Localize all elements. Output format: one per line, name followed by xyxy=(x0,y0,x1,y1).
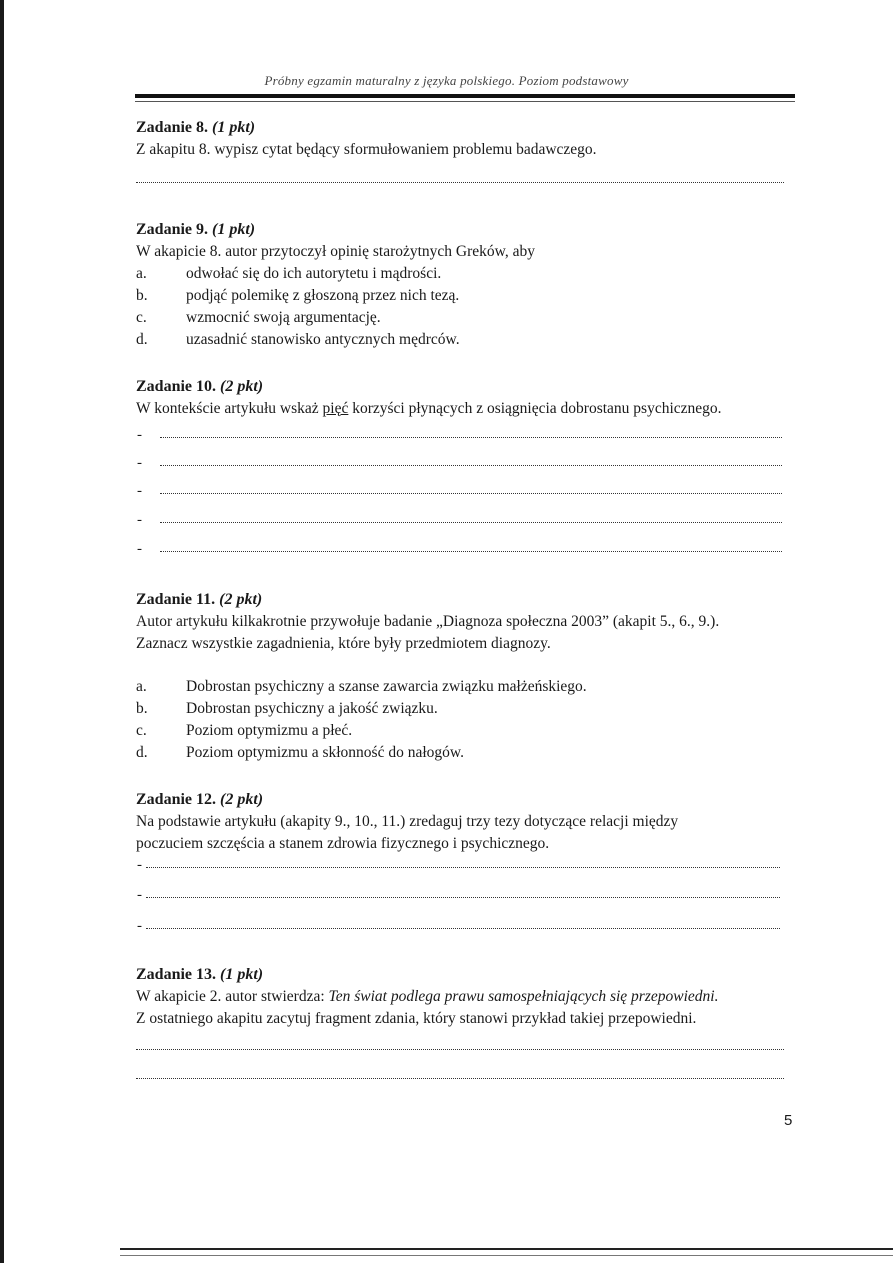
task-10-dash-2: - xyxy=(137,455,142,471)
task-12-question-line-2: poczuciem szczęścia a stanem zdrowia fizycznego i psychicznego. xyxy=(136,835,550,852)
task-12-answer-line-3[interactable] xyxy=(146,928,780,929)
task-13 xyxy=(136,964,796,1030)
task-8 xyxy=(136,117,796,161)
task-10-answer-line-5[interactable] xyxy=(160,551,782,552)
task-10-dash-5: - xyxy=(137,541,142,557)
task-12-title xyxy=(136,789,796,811)
task-9-number: Zadanie 9. xyxy=(136,221,209,238)
task-10 xyxy=(136,376,796,420)
task-10-answer-line-2[interactable] xyxy=(160,465,782,466)
task-9-option-c[interactable]: c. wzmocnić swoją argumentację. xyxy=(136,309,381,326)
task-10-points: (2 pkt) xyxy=(220,378,264,395)
task-8-points: (1 pkt) xyxy=(212,119,256,136)
task-10-dash-1: - xyxy=(137,427,142,443)
task-11-title xyxy=(136,589,796,611)
task-13-points: (1 pkt) xyxy=(220,966,264,983)
task-9-option-d[interactable]: d. uzasadnić stanowisko antycznych mędrców. xyxy=(136,331,460,348)
task-9 xyxy=(136,219,796,351)
task-10-dash-4: - xyxy=(137,512,142,528)
task-13-answer-line-2[interactable] xyxy=(136,1078,784,1079)
footer-rule-thin xyxy=(120,1255,893,1256)
task-12-answer-line-1[interactable] xyxy=(146,867,780,868)
task-10-title xyxy=(136,376,796,398)
task-11-option-b[interactable]: b. Dobrostan psychiczny a jakość związku. xyxy=(136,700,438,717)
task-9-option-a[interactable]: a. odwołać się do ich autorytetu i mądrości. xyxy=(136,265,442,282)
task-12-dash-2: - xyxy=(137,887,142,903)
task-10-answer-line-1[interactable] xyxy=(160,437,782,438)
task-10-answer-line-3[interactable] xyxy=(160,493,782,494)
page-header: Próbny egzamin maturalny z języka polskiego. Poziom podstawowy xyxy=(264,73,629,88)
task-11-option-d[interactable]: d. Poziom optymizmu a skłonność do nałogów. xyxy=(136,744,464,761)
task-9-question: W akapicie 8. autor przytoczył opinię starożytnych Greków, aby xyxy=(136,243,535,260)
task-11-option-a[interactable]: a. Dobrostan psychiczny a szanse zawarcia związku małżeńskiego. xyxy=(136,678,587,695)
header-rule-thin xyxy=(135,101,795,102)
task-8-answer-line[interactable] xyxy=(136,182,784,183)
task-10-question: W kontekście artykułu wskaż pięć korzyści płynących z osiągnięcia dobrostanu psychicznego. xyxy=(136,400,722,417)
underlined-word: pięć xyxy=(322,400,349,417)
header-rule-thick xyxy=(135,94,795,98)
task-11-question-line-1: Autor artykułu kilkakrotnie przywołuje badanie „Diagnoza społeczna 2003” (akapit 5., 6., 9.). xyxy=(136,613,720,630)
task-10-dash-3: - xyxy=(137,483,142,499)
task-12-number: Zadanie 12. xyxy=(136,791,217,808)
task-13-title xyxy=(136,964,796,986)
task-11-number: Zadanie 11. xyxy=(136,591,216,608)
task-13-question-line-1: W akapicie 2. autor stwierdza: Ten świat podlega prawu samospełniających się przepowiedni. xyxy=(136,988,719,1005)
task-11-points: (2 pkt) xyxy=(219,591,263,608)
task-12-dash-3: - xyxy=(137,918,142,934)
footer-rule-thick xyxy=(120,1248,893,1250)
task-12 xyxy=(136,789,796,855)
task-11-option-c[interactable]: c. Poziom optymizmu a płeć. xyxy=(136,722,353,739)
task-12-question-line-1: Na podstawie artykułu (akapity 9., 10., 11.) zredaguj trzy tezy dotyczące relacji między xyxy=(136,813,679,830)
task-9-points: (1 pkt) xyxy=(212,221,256,238)
task-10-answer-line-4[interactable] xyxy=(160,522,782,523)
task-12-dash-1: - xyxy=(137,857,142,873)
task-9-title xyxy=(136,219,796,241)
task-12-points: (2 pkt) xyxy=(220,791,264,808)
task-8-question: Z akapitu 8. wypisz cytat będący sformułowaniem problemu badawczego. xyxy=(136,141,597,158)
task-8-title xyxy=(136,117,796,139)
task-13-number: Zadanie 13. xyxy=(136,966,217,983)
task-13-answer-line-1[interactable] xyxy=(136,1049,784,1050)
task-13-question-line-2: Z ostatniego akapitu zacytuj fragment zdania, który stanowi przykład takiej przepowiedni. xyxy=(136,1010,697,1027)
task-13-quote: Ten świat podlega prawu samospełniających się przepowiedni. xyxy=(328,988,719,1005)
task-11 xyxy=(136,589,796,655)
task-11-question-line-2: Zaznacz wszystkie zagadnienia, które były przedmiotem diagnozy. xyxy=(136,635,551,652)
task-9-option-b[interactable]: b. podjąć polemikę z głoszoną przez nich tezą. xyxy=(136,287,460,304)
scan-edge-line xyxy=(0,0,4,1263)
task-11-options xyxy=(136,676,796,764)
task-12-answer-line-2[interactable] xyxy=(146,897,780,898)
task-10-number: Zadanie 10. xyxy=(136,378,217,395)
page-number: 5 xyxy=(784,1112,793,1129)
task-8-number: Zadanie 8. xyxy=(136,119,209,136)
